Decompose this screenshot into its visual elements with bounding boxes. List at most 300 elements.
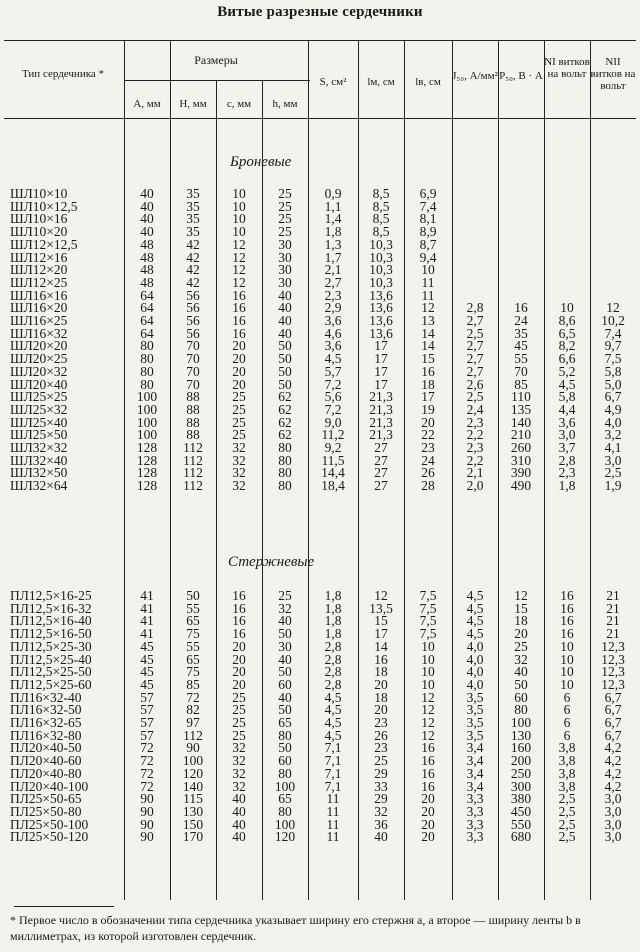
value-cell: 3,5: [466, 727, 484, 743]
value-cell: 57: [140, 702, 154, 718]
value-cell: 32: [232, 452, 246, 468]
value-cell: 3,6: [324, 313, 342, 328]
value-cell: 72: [140, 778, 154, 794]
value-cell: 4,0: [466, 638, 484, 654]
table-row: [0, 727, 640, 743]
core-type-cell: ПЛ25×50-100: [10, 816, 89, 832]
value-cell: 50: [278, 702, 292, 718]
header-J: J₅₀, А/мм²: [452, 70, 498, 82]
value-cell: 85: [514, 376, 528, 392]
value-cell: 15: [374, 613, 388, 629]
table-row: [0, 414, 640, 430]
value-cell: 1,8: [324, 588, 342, 603]
core-type-cell: ПЛ12,5×16-50: [10, 626, 92, 642]
value-cell: 4,5: [466, 600, 484, 616]
value-cell: 8,7: [419, 236, 437, 252]
value-cell: 2,2: [466, 427, 484, 443]
value-cell: 11: [326, 803, 340, 819]
value-cell: 7,5: [419, 588, 437, 603]
value-cell: 100: [274, 816, 296, 832]
value-cell: 22: [421, 427, 435, 443]
value-cell: 48: [140, 262, 154, 278]
value-cell: 25: [232, 414, 246, 430]
value-cell: 40: [140, 198, 154, 214]
value-cell: 10: [421, 676, 435, 692]
value-cell: 27: [374, 478, 388, 494]
value-cell: 3,4: [466, 778, 484, 794]
value-cell: 11: [421, 287, 435, 303]
value-cell: 170: [182, 829, 204, 845]
value-cell: 6: [563, 727, 571, 743]
value-cell: 85: [186, 676, 200, 692]
value-cell: 100: [510, 715, 532, 730]
table-row: [0, 249, 640, 265]
table-row: [0, 600, 640, 616]
value-cell: 80: [140, 363, 154, 379]
page-title: Витые разрезные сердечники: [217, 4, 423, 20]
value-cell: 4,5: [324, 689, 342, 705]
value-cell: 10: [560, 664, 574, 680]
core-type-cell: ШЛ12×12,5: [10, 236, 78, 252]
value-cell: 12: [232, 262, 246, 278]
value-cell: 23: [421, 440, 435, 455]
value-cell: 80: [140, 351, 154, 367]
value-cell: 70: [186, 338, 200, 354]
value-cell: 40: [278, 300, 292, 316]
value-cell: 35: [186, 224, 200, 240]
value-cell: 80: [278, 478, 292, 494]
value-cell: 64: [140, 325, 154, 341]
value-cell: 2,0: [466, 478, 484, 494]
value-cell: 11,2: [321, 427, 345, 443]
core-type-cell: ШЛ25×32: [10, 401, 68, 417]
value-cell: 6: [563, 715, 571, 730]
header-P: P₅₀, В · А: [499, 70, 543, 82]
value-cell: 35: [186, 198, 200, 214]
value-cell: 4,0: [466, 664, 484, 680]
header-H: H, мм: [179, 98, 207, 110]
core-type-cell: ПЛ16×32-40: [10, 689, 82, 705]
value-cell: 20: [232, 363, 246, 379]
value-cell: 5,6: [324, 389, 342, 405]
value-cell: 4,5: [324, 715, 342, 730]
value-cell: 8,6: [558, 313, 576, 328]
value-cell: 32: [232, 465, 246, 481]
table-row: [0, 363, 640, 379]
value-cell: 40: [278, 287, 292, 303]
table-row: [0, 651, 640, 667]
value-cell: 1,8: [324, 626, 342, 642]
value-cell: 40: [278, 689, 292, 705]
table-row: [0, 467, 640, 480]
value-cell: 140: [182, 778, 204, 794]
value-cell: 112: [183, 465, 203, 481]
value-cell: 12: [374, 588, 388, 603]
value-cell: 1,8: [324, 600, 342, 616]
value-cell: 3,8: [558, 740, 576, 756]
value-cell: 16: [421, 765, 435, 781]
value-cell: 2,5: [466, 325, 484, 341]
value-cell: 6,7: [604, 689, 622, 705]
value-cell: 12,3: [601, 638, 625, 654]
core-type-cell: ШЛ12×16: [10, 249, 68, 265]
value-cell: 60: [514, 689, 528, 705]
value-cell: 16: [374, 651, 388, 667]
table-row: [0, 666, 640, 679]
value-cell: 2,8: [324, 651, 342, 667]
value-cell: 16: [232, 325, 246, 341]
header-lm: lм, см: [367, 76, 395, 88]
value-cell: 3,0: [604, 829, 622, 845]
value-cell: 45: [514, 338, 528, 354]
core-type-cell: ПЛ20×40-60: [10, 753, 82, 769]
value-cell: 45: [140, 676, 154, 692]
value-cell: 42: [186, 274, 200, 290]
value-cell: 2,5: [558, 816, 576, 832]
value-cell: 80: [278, 803, 292, 819]
value-cell: 10: [421, 638, 435, 654]
value-cell: 550: [510, 816, 532, 832]
value-cell: 20: [232, 376, 246, 392]
core-type-cell: ПЛ12,5×16-25: [10, 588, 92, 603]
value-cell: 55: [514, 351, 528, 367]
value-cell: 55: [186, 638, 200, 654]
value-cell: 10,3: [369, 249, 393, 265]
value-cell: 4,9: [604, 401, 622, 417]
value-cell: 10: [232, 224, 246, 240]
value-cell: 18: [514, 613, 528, 629]
value-cell: 17: [374, 351, 388, 367]
value-cell: 2,2: [466, 452, 484, 468]
value-cell: 12,3: [601, 651, 625, 667]
table-row: [0, 689, 640, 705]
value-cell: 6,6: [558, 351, 576, 367]
value-cell: 42: [186, 262, 200, 278]
table-header-rule: [4, 118, 636, 119]
table-row: [0, 264, 640, 277]
value-cell: 2,5: [604, 465, 622, 481]
table-row: [0, 816, 640, 832]
core-type-cell: ПЛ12,5×25-60: [10, 676, 92, 692]
value-cell: 3,4: [466, 765, 484, 781]
value-cell: 250: [510, 765, 532, 781]
core-type-cell: ПЛ25×50-65: [10, 791, 82, 807]
value-cell: 45: [140, 664, 154, 680]
header-h: h, мм: [272, 98, 298, 110]
value-cell: 8,5: [372, 211, 390, 227]
value-cell: 2,4: [466, 401, 484, 417]
value-cell: 2,7: [466, 363, 484, 379]
value-cell: 24: [421, 452, 435, 468]
value-cell: 10: [232, 198, 246, 214]
value-cell: 14: [421, 338, 435, 354]
value-cell: 26: [374, 727, 388, 743]
value-cell: 7,1: [324, 765, 342, 781]
value-cell: 56: [186, 313, 200, 328]
value-cell: 57: [140, 715, 154, 730]
value-cell: 10: [560, 300, 574, 316]
value-cell: 25: [232, 427, 246, 443]
value-cell: 2,8: [558, 452, 576, 468]
table-row: [0, 676, 640, 692]
value-cell: 65: [278, 791, 292, 807]
value-cell: 11,5: [321, 452, 345, 468]
value-cell: 6,9: [419, 186, 437, 201]
value-cell: 1,7: [324, 249, 342, 265]
value-cell: 10,3: [369, 262, 393, 278]
value-cell: 11: [326, 829, 340, 845]
value-cell: 13,5: [369, 600, 393, 616]
table-row: [0, 213, 640, 226]
value-cell: 75: [186, 626, 200, 642]
value-cell: 32: [514, 651, 528, 667]
core-type-cell: ШЛ16×32: [10, 325, 68, 341]
value-cell: 7,2: [324, 401, 342, 417]
value-cell: 90: [140, 803, 154, 819]
value-cell: 30: [278, 638, 292, 654]
core-type-cell: ПЛ20×40-100: [10, 778, 89, 794]
value-cell: 26: [421, 465, 435, 481]
value-cell: 56: [186, 325, 200, 341]
value-cell: 50: [514, 676, 528, 692]
value-cell: 20: [421, 829, 435, 845]
header-NI: NI витков на вольт: [544, 56, 590, 80]
value-cell: 12: [421, 727, 435, 743]
core-type-cell: ШЛ10×12,5: [10, 198, 78, 214]
core-type-cell: ШЛ16×25: [10, 313, 68, 328]
value-cell: 50: [278, 376, 292, 392]
value-cell: 4,5: [466, 626, 484, 642]
value-cell: 128: [136, 440, 158, 455]
value-cell: 3,0: [604, 816, 622, 832]
value-cell: 390: [510, 465, 532, 481]
value-cell: 80: [278, 727, 292, 743]
value-cell: 7,4: [604, 325, 622, 341]
value-cell: 2,8: [466, 300, 484, 316]
value-cell: 2,3: [558, 465, 576, 481]
value-cell: 80: [278, 452, 292, 468]
value-cell: 50: [278, 338, 292, 354]
value-cell: 88: [186, 401, 200, 417]
core-type-cell: ШЛ10×20: [10, 224, 68, 240]
value-cell: 4,5: [324, 351, 342, 367]
value-cell: 16: [232, 313, 246, 328]
section-title-bronevye: Броневые: [230, 154, 292, 170]
value-cell: 11: [326, 816, 340, 832]
value-cell: 17: [374, 626, 388, 642]
value-cell: 300: [510, 778, 532, 794]
value-cell: 4,5: [558, 376, 576, 392]
value-cell: 3,5: [466, 689, 484, 705]
value-cell: 62: [278, 427, 292, 443]
value-cell: 16: [232, 300, 246, 316]
core-type-cell: ПЛ16×32-65: [10, 715, 82, 730]
value-cell: 80: [140, 376, 154, 392]
value-cell: 10: [560, 676, 574, 692]
value-cell: 2,8: [324, 676, 342, 692]
value-cell: 310: [510, 452, 532, 468]
value-cell: 75: [186, 664, 200, 680]
value-cell: 72: [186, 689, 200, 705]
value-cell: 7,5: [419, 626, 437, 642]
core-type-cell: ШЛ16×16: [10, 287, 68, 303]
value-cell: 100: [136, 414, 158, 430]
core-type-cell: ПЛ20×40-80: [10, 765, 82, 781]
value-cell: 18,4: [321, 478, 345, 494]
value-cell: 20: [421, 414, 435, 430]
value-cell: 128: [136, 465, 158, 481]
table-row: [0, 615, 640, 628]
value-cell: 3,6: [324, 338, 342, 354]
table-row: [0, 638, 640, 654]
value-cell: 120: [182, 765, 204, 781]
value-cell: 14: [374, 638, 388, 654]
value-cell: 20: [232, 651, 246, 667]
table-row: [0, 778, 640, 794]
value-cell: 4,5: [324, 702, 342, 718]
table-row: [0, 717, 640, 730]
value-cell: 30: [278, 274, 292, 290]
value-cell: 20: [232, 338, 246, 354]
table-row: [0, 831, 640, 844]
value-cell: 10,2: [601, 313, 625, 328]
table-row: [0, 198, 640, 214]
value-cell: 40: [232, 829, 246, 845]
value-cell: 3,3: [466, 791, 484, 807]
value-cell: 29: [374, 765, 388, 781]
core-type-cell: ШЛ32×32: [10, 440, 68, 455]
value-cell: 32: [374, 803, 388, 819]
value-cell: 3,2: [604, 427, 622, 443]
value-cell: 20: [232, 676, 246, 692]
value-cell: 8,1: [419, 211, 437, 227]
value-cell: 50: [186, 588, 200, 603]
value-cell: 56: [186, 287, 200, 303]
value-cell: 10,3: [369, 236, 393, 252]
value-cell: 20: [374, 702, 388, 718]
value-cell: 210: [510, 427, 532, 443]
value-cell: 3,5: [466, 702, 484, 718]
value-cell: 1,8: [324, 224, 342, 240]
value-cell: 4,5: [324, 727, 342, 743]
value-cell: 150: [182, 816, 204, 832]
value-cell: 130: [510, 727, 532, 743]
value-cell: 12: [606, 300, 620, 316]
value-cell: 48: [140, 249, 154, 265]
value-cell: 50: [278, 363, 292, 379]
value-cell: 16: [514, 300, 528, 316]
value-cell: 17: [374, 338, 388, 354]
value-cell: 4,6: [324, 325, 342, 341]
value-cell: 62: [278, 389, 292, 405]
table-row: [0, 803, 640, 819]
value-cell: 9,2: [324, 440, 342, 455]
core-type-cell: ПЛ16×32-50: [10, 702, 82, 718]
value-cell: 19: [421, 401, 435, 417]
table-top-rule: [4, 40, 636, 41]
core-type-cell: ШЛ32×40: [10, 452, 68, 468]
value-cell: 40: [140, 211, 154, 227]
value-cell: 12: [421, 715, 435, 730]
value-cell: 3,0: [604, 791, 622, 807]
core-type-cell: ШЛ10×16: [10, 211, 68, 227]
value-cell: 45: [140, 638, 154, 654]
value-cell: 40: [374, 829, 388, 845]
value-cell: 13,6: [369, 287, 393, 303]
value-cell: 65: [278, 715, 292, 730]
value-cell: 57: [140, 727, 154, 743]
value-cell: 10,3: [369, 274, 393, 290]
value-cell: 16: [560, 626, 574, 642]
value-cell: 3,7: [558, 440, 576, 455]
header-c: c, мм: [226, 98, 252, 110]
value-cell: 110: [511, 389, 531, 405]
value-cell: 32: [232, 740, 246, 756]
table-row: [0, 302, 640, 315]
value-cell: 12: [232, 249, 246, 265]
value-cell: 20: [374, 676, 388, 692]
value-cell: 10: [560, 638, 574, 654]
value-cell: 1,9: [604, 478, 622, 494]
value-cell: 7,1: [324, 778, 342, 794]
value-cell: 16: [232, 600, 246, 616]
header-dims: Размеры: [194, 53, 238, 67]
table-row: [0, 628, 640, 641]
value-cell: 8,5: [372, 198, 390, 214]
value-cell: 33: [374, 778, 388, 794]
value-cell: 32: [232, 765, 246, 781]
table-row: [0, 452, 640, 468]
core-type-cell: ШЛ32×64: [10, 478, 68, 494]
core-type-cell: ПЛ20×40-50: [10, 740, 82, 756]
value-cell: 20: [232, 664, 246, 680]
value-cell: 12: [421, 702, 435, 718]
value-cell: 40: [278, 613, 292, 629]
value-cell: 27: [374, 440, 388, 455]
value-cell: 380: [510, 791, 532, 807]
value-cell: 2,1: [324, 262, 342, 278]
value-cell: 1,1: [324, 198, 342, 214]
value-cell: 17: [421, 389, 435, 405]
table-row: [0, 353, 640, 366]
value-cell: 4,5: [466, 588, 484, 603]
value-cell: 25: [278, 211, 292, 227]
value-cell: 115: [183, 791, 203, 807]
value-cell: 112: [183, 452, 203, 468]
value-cell: 90: [140, 829, 154, 845]
header-A: A, мм: [133, 98, 161, 110]
value-cell: 57: [140, 689, 154, 705]
value-cell: 21: [606, 626, 620, 642]
value-cell: 50: [278, 626, 292, 642]
value-cell: 56: [186, 300, 200, 316]
value-cell: 2,3: [324, 287, 342, 303]
value-cell: 3,3: [466, 816, 484, 832]
value-cell: 32: [278, 600, 292, 616]
value-cell: 48: [140, 236, 154, 252]
value-cell: 120: [274, 829, 296, 845]
value-cell: 30: [278, 262, 292, 278]
value-cell: 10: [232, 186, 246, 201]
value-cell: 3,0: [558, 427, 576, 443]
value-cell: 88: [186, 414, 200, 430]
value-cell: 40: [232, 791, 246, 807]
header-NII: NII витков на вольт: [590, 56, 636, 92]
value-cell: 4,0: [466, 651, 484, 667]
core-type-cell: ШЛ25×25: [10, 389, 68, 405]
value-cell: 680: [510, 829, 532, 845]
core-type-cell: ШЛ20×32: [10, 363, 68, 379]
